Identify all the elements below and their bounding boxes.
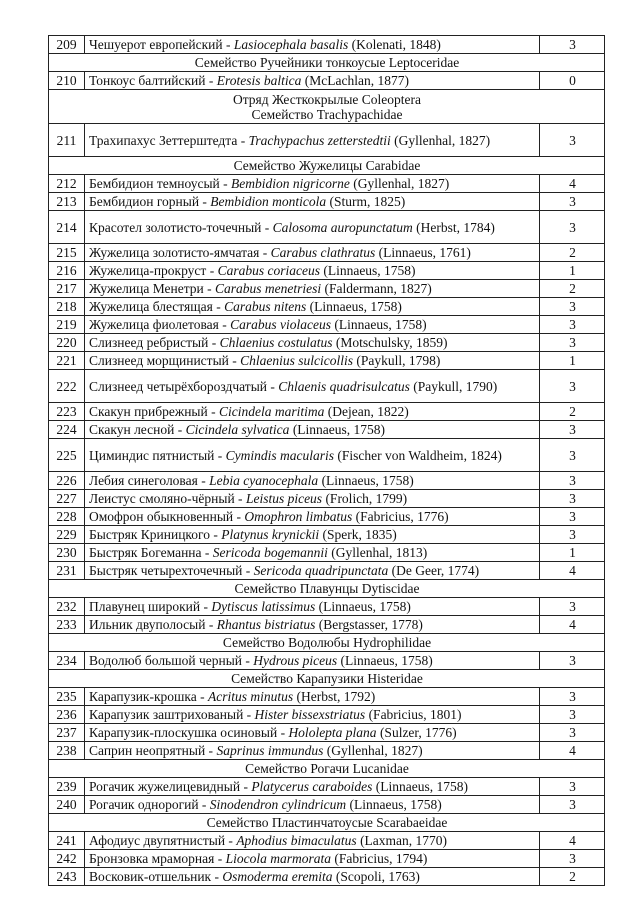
- russian-name: Бронзовка мраморная -: [89, 851, 226, 866]
- russian-name: Чешуерот европейский -: [89, 37, 234, 52]
- table-row: [49, 370, 605, 403]
- latin-name: Cicindela sylvatica: [185, 422, 290, 437]
- russian-name: Карапузик заштрихованый -: [89, 707, 255, 722]
- russian-name: Слизнеед морщинистый -: [89, 353, 241, 368]
- russian-name: Рогачик однорогий -: [89, 797, 210, 812]
- section-header-cell: [49, 814, 605, 832]
- russian-name: Скакун прибрежный -: [89, 404, 219, 419]
- author-year: (Linnaeus, 1761): [375, 245, 471, 260]
- latin-name: Cicindela maritima: [218, 404, 325, 419]
- author-year: (Linnaeus, 1758): [337, 653, 433, 668]
- russian-name: Саприн неопрятный -: [89, 743, 217, 758]
- rarity-category: 1: [540, 262, 605, 280]
- rarity-category: 3: [540, 706, 605, 724]
- russian-name: Плавунец широкий -: [89, 599, 212, 614]
- rarity-category: 4: [540, 742, 605, 760]
- species-number: 232: [49, 598, 85, 616]
- latin-name: Carabus clathratus: [270, 245, 376, 260]
- russian-name: Трахипахус Зеттерштедта -: [89, 132, 249, 148]
- section-header-text: Семейство Плавунцы Dytiscidae: [234, 581, 420, 596]
- species-name-cell: [85, 742, 540, 760]
- species-number: 226: [49, 472, 85, 490]
- author-year: (Linnaeus, 1758): [289, 422, 386, 437]
- species-name-cell: [85, 544, 540, 562]
- species-name-cell: [85, 850, 540, 868]
- species-name-cell: [85, 652, 540, 670]
- table-body: [49, 36, 605, 886]
- table-row: [49, 652, 605, 670]
- latin-name: Calosoma auropunctatum: [272, 219, 413, 235]
- table-row: [49, 850, 605, 868]
- russian-name: Афодиус двупятнистый -: [89, 833, 237, 848]
- section-header-cell: [49, 634, 605, 652]
- table-row: [49, 742, 605, 760]
- latin-name: Chlaenis quadrisulcatus: [278, 378, 410, 394]
- species-name-cell: [85, 280, 540, 298]
- author-year: (Linnaeus, 1758): [319, 263, 416, 278]
- latin-name: Bembidion monticola: [210, 194, 327, 209]
- species-number: 224: [49, 421, 85, 439]
- rarity-category: 0: [540, 72, 605, 90]
- species-name-cell: [85, 439, 540, 472]
- rarity-category: 3: [540, 124, 605, 157]
- russian-name: Ильник двуполосый -: [89, 617, 217, 632]
- rarity-category: 3: [540, 778, 605, 796]
- species-name-cell: [85, 370, 540, 403]
- table-row: [49, 439, 605, 472]
- author-year: (Gyllenhal, 1827): [349, 176, 450, 191]
- table-row: [49, 706, 605, 724]
- species-number: 241: [49, 832, 85, 850]
- russian-name: Водолюб большой черный -: [89, 653, 254, 668]
- species-name-cell: [85, 598, 540, 616]
- section-header-text: Семейство Рогачи Lucanidae: [245, 761, 409, 776]
- species-name-cell: [85, 298, 540, 316]
- rarity-category: 3: [540, 334, 605, 352]
- author-year: (Herbst, 1792): [293, 689, 376, 704]
- species-name-cell: [85, 508, 540, 526]
- section-header-cell: [49, 90, 605, 124]
- section-header-row: [49, 90, 605, 124]
- latin-name: Osmoderma eremita: [222, 869, 333, 884]
- table-row: [49, 508, 605, 526]
- latin-name: Hololepta plana: [288, 725, 377, 740]
- section-header-cell: [49, 760, 605, 778]
- author-year: (Dejean, 1822): [324, 404, 409, 419]
- species-number: 242: [49, 850, 85, 868]
- rarity-category: 3: [540, 36, 605, 54]
- latin-name: Rhantus bistriatus: [216, 617, 316, 632]
- species-number: 227: [49, 490, 85, 508]
- rarity-category: 3: [540, 211, 605, 244]
- species-number: 214: [49, 211, 85, 244]
- russian-name: Циминдис пятнистый -: [89, 447, 226, 463]
- section-header-cell: [49, 54, 605, 72]
- author-year: (Paykull, 1790): [409, 378, 498, 394]
- russian-name: Слизнеед четырёхбороздчатый -: [89, 378, 279, 394]
- table-row: [49, 868, 605, 886]
- table-row: [49, 298, 605, 316]
- latin-name: Omophron limbatus: [244, 509, 353, 524]
- russian-name: Рогачик жужелицевидный -: [89, 779, 252, 794]
- author-year: (Paykull, 1798): [353, 353, 441, 368]
- species-name-cell: [85, 421, 540, 439]
- table-row: [49, 244, 605, 262]
- rarity-category: 3: [540, 724, 605, 742]
- russian-name: Слизнеед ребристый -: [89, 335, 220, 350]
- latin-name: Trachypachus zetterstedtii: [248, 132, 391, 148]
- species-name-cell: [85, 832, 540, 850]
- author-year: (Linnaeus, 1758): [306, 299, 402, 314]
- author-year: (McLachlan, 1877): [301, 73, 409, 88]
- latin-name: Sericoda bogemannii: [212, 545, 328, 560]
- latin-name: Hister bissexstriatus: [254, 707, 366, 722]
- species-number: 216: [49, 262, 85, 280]
- author-year: (Motschulsky, 1859): [332, 335, 448, 350]
- section-header-row: [49, 670, 605, 688]
- russian-name: Быстряк четырехточечный -: [89, 563, 254, 578]
- table-row: [49, 280, 605, 298]
- species-name-cell: [85, 706, 540, 724]
- table-row: [49, 616, 605, 634]
- russian-name: Быстряк Богеманна -: [89, 545, 213, 560]
- rarity-category: 3: [540, 490, 605, 508]
- latin-name: Chlaenius sulcicollis: [240, 353, 353, 368]
- table-row: [49, 262, 605, 280]
- species-number: 236: [49, 706, 85, 724]
- table-row: [49, 36, 605, 54]
- latin-name: Saprinus immundus: [216, 743, 324, 758]
- latin-name: Liocola marmorata: [225, 851, 331, 866]
- latin-name: Platycerus caraboides: [251, 779, 373, 794]
- section-header-text: Семейство Водолюбы Hydrophilidae: [222, 635, 432, 650]
- latin-name: Chlaenius costulatus: [219, 335, 333, 350]
- author-year: (Kolenati, 1848): [348, 37, 441, 52]
- author-year: (Linnaeus, 1758): [372, 779, 469, 794]
- latin-name: Lasiocephala basalis: [233, 37, 349, 52]
- species-number: 219: [49, 316, 85, 334]
- species-name-cell: [85, 72, 540, 90]
- species-name-cell: [85, 616, 540, 634]
- latin-name: Aphodius bimaculatus: [236, 833, 357, 848]
- author-year: (Gyllenhal, 1827): [323, 743, 423, 758]
- latin-name: Carabus menetriesi: [215, 281, 322, 296]
- table-row: [49, 175, 605, 193]
- rarity-category: 3: [540, 796, 605, 814]
- latin-name: Sericoda quadripunctata: [253, 563, 389, 578]
- species-name-cell: [85, 868, 540, 886]
- section-header-text: Отряд Жесткокрылые Coleoptera: [232, 91, 422, 107]
- latin-name: Acritus minutus: [208, 689, 294, 704]
- table-row: [49, 403, 605, 421]
- rarity-category: 3: [540, 370, 605, 403]
- species-number: 238: [49, 742, 85, 760]
- species-name-cell: [85, 175, 540, 193]
- author-year: (Faldermann, 1827): [321, 281, 432, 296]
- section-header-text: Семейство Жужелицы Carabidae: [233, 158, 421, 173]
- rarity-category: 3: [540, 298, 605, 316]
- author-year: (De Geer, 1774): [388, 563, 480, 578]
- species-number: 225: [49, 439, 85, 472]
- table-row: [49, 472, 605, 490]
- species-number: 217: [49, 280, 85, 298]
- table-row: [49, 526, 605, 544]
- document-page: [48, 35, 604, 886]
- section-header-row: [49, 634, 605, 652]
- species-number: 213: [49, 193, 85, 211]
- species-number: 240: [49, 796, 85, 814]
- russian-name: Бембидион темноусый -: [89, 176, 232, 191]
- author-year: (Sturm, 1825): [326, 194, 406, 209]
- russian-name: Жужелица блестящая -: [89, 299, 225, 314]
- species-number: 209: [49, 36, 85, 54]
- species-number: 220: [49, 334, 85, 352]
- section-header-text: Семейство Ручейники тонкоусые Leptoceridae: [194, 55, 460, 70]
- author-year: (Bergstasser, 1778): [315, 617, 423, 632]
- table-row: [49, 352, 605, 370]
- table-row: [49, 124, 605, 157]
- species-name-cell: [85, 562, 540, 580]
- species-name-cell: [85, 262, 540, 280]
- species-name-cell: [85, 688, 540, 706]
- russian-name: Тонкоус балтийский -: [89, 73, 217, 88]
- rarity-category: 2: [540, 403, 605, 421]
- rarity-category: 2: [540, 280, 605, 298]
- species-number: 212: [49, 175, 85, 193]
- table-row: [49, 334, 605, 352]
- species-name-cell: [85, 472, 540, 490]
- species-number: 228: [49, 508, 85, 526]
- russian-name: Жужелица золотисто-ямчатая -: [89, 245, 271, 260]
- species-name-cell: [85, 334, 540, 352]
- table-row: [49, 490, 605, 508]
- table-row: [49, 598, 605, 616]
- russian-name: Жужелица Менетри -: [89, 281, 216, 296]
- species-name-cell: [85, 352, 540, 370]
- section-header-cell: [49, 157, 605, 175]
- table-row: [49, 193, 605, 211]
- table-row: [49, 316, 605, 334]
- russian-name: Бембидион горный -: [89, 194, 211, 209]
- rarity-category: 2: [540, 868, 605, 886]
- author-year: (Fabricius, 1776): [352, 509, 449, 524]
- russian-name: Леистус смоляно-чёрный -: [89, 491, 246, 506]
- author-year: (Linnaeus, 1758): [315, 599, 411, 614]
- table-row: [49, 544, 605, 562]
- rarity-category: 3: [540, 316, 605, 334]
- rarity-category: 3: [540, 193, 605, 211]
- rarity-category: 2: [540, 244, 605, 262]
- section-header-text: Семейство Пластинчатоусые Scarabaeidae: [206, 815, 448, 830]
- section-header-text: Семейство Trachypachidae: [251, 106, 403, 122]
- table-row: [49, 72, 605, 90]
- species-number: 239: [49, 778, 85, 796]
- latin-name: Leistus piceus: [245, 491, 323, 506]
- author-year: (Linnaeus, 1758): [318, 473, 414, 488]
- red-book-species-table: [48, 35, 605, 886]
- table-row: [49, 796, 605, 814]
- russian-name: Карапузик-крошка -: [89, 689, 209, 704]
- species-name-cell: [85, 211, 540, 244]
- species-number: 233: [49, 616, 85, 634]
- author-year: (Linnaeus, 1758): [330, 317, 427, 332]
- russian-name: Скакун лесной -: [89, 422, 186, 437]
- species-name-cell: [85, 244, 540, 262]
- section-header-cell: [49, 670, 605, 688]
- table-row: [49, 211, 605, 244]
- species-number: 235: [49, 688, 85, 706]
- latin-name: Carabus nitens: [224, 299, 307, 314]
- latin-name: Lebia cyanocephala: [209, 473, 319, 488]
- author-year: (Fabricius, 1801): [365, 707, 462, 722]
- russian-name: Омофрон обыкновенный -: [89, 509, 245, 524]
- section-header-row: [49, 157, 605, 175]
- species-number: 221: [49, 352, 85, 370]
- rarity-category: 3: [540, 688, 605, 706]
- rarity-category: 3: [540, 526, 605, 544]
- rarity-category: 4: [540, 832, 605, 850]
- rarity-category: 3: [540, 598, 605, 616]
- species-number: 210: [49, 72, 85, 90]
- rarity-category: 1: [540, 352, 605, 370]
- species-name-cell: [85, 36, 540, 54]
- section-header-row: [49, 760, 605, 778]
- section-header-cell: [49, 580, 605, 598]
- latin-name: Platynus krynickii: [221, 527, 320, 542]
- table-row: [49, 778, 605, 796]
- section-header-row: [49, 580, 605, 598]
- table-row: [49, 724, 605, 742]
- rarity-category: 3: [540, 421, 605, 439]
- species-name-cell: [85, 526, 540, 544]
- table-row: [49, 562, 605, 580]
- species-name-cell: [85, 193, 540, 211]
- author-year: (Gyllenhal, 1813): [327, 545, 428, 560]
- author-year: (Fischer von Waldheim, 1824): [334, 447, 502, 463]
- species-name-cell: [85, 778, 540, 796]
- author-year: (Linnaeus, 1758): [346, 797, 442, 812]
- latin-name: Bembidion nigricorne: [231, 176, 350, 191]
- species-name-cell: [85, 124, 540, 157]
- author-year: (Fabricius, 1794): [330, 851, 428, 866]
- rarity-category: 3: [540, 850, 605, 868]
- russian-name: Восковик-отшельник -: [89, 869, 223, 884]
- author-year: (Herbst, 1784): [412, 219, 495, 235]
- latin-name: Carabus violaceus: [230, 317, 331, 332]
- rarity-category: 3: [540, 439, 605, 472]
- author-year: (Laxman, 1770): [356, 833, 448, 848]
- species-number: 237: [49, 724, 85, 742]
- russian-name: Быстряк Криницкого -: [89, 527, 222, 542]
- latin-name: Hydrous piceus: [253, 653, 338, 668]
- author-year: (Gyllenhal, 1827): [390, 132, 491, 148]
- species-name-cell: [85, 490, 540, 508]
- section-header-text: Семейство Карапузики Histeridae: [231, 671, 423, 686]
- russian-name: Жужелица-прокруст -: [89, 263, 218, 278]
- latin-name: Carabus coriaceus: [217, 263, 320, 278]
- rarity-category: 4: [540, 175, 605, 193]
- author-year: (Sperk, 1835): [319, 527, 397, 542]
- table-row: [49, 832, 605, 850]
- rarity-category: 3: [540, 508, 605, 526]
- species-number: 211: [49, 124, 85, 157]
- species-name-cell: [85, 724, 540, 742]
- author-year: (Scopoli, 1763): [332, 869, 420, 884]
- latin-name: Erotesis baltica: [216, 73, 302, 88]
- russian-name: Красотел золотисто-точечный -: [89, 219, 273, 235]
- species-number: 215: [49, 244, 85, 262]
- species-number: 230: [49, 544, 85, 562]
- russian-name: Лебия синеголовая -: [89, 473, 210, 488]
- author-year: (Frolich, 1799): [322, 491, 408, 506]
- author-year: (Sulzer, 1776): [376, 725, 457, 740]
- rarity-category: 4: [540, 616, 605, 634]
- species-number: 243: [49, 868, 85, 886]
- latin-name: Dytiscus latissimus: [211, 599, 316, 614]
- species-number: 218: [49, 298, 85, 316]
- section-header-row: [49, 814, 605, 832]
- russian-name: Карапузик-плоскушка осиновый -: [89, 725, 289, 740]
- rarity-category: 1: [540, 544, 605, 562]
- species-name-cell: [85, 316, 540, 334]
- species-number: 229: [49, 526, 85, 544]
- species-name-cell: [85, 403, 540, 421]
- russian-name: Жужелица фиолетовая -: [89, 317, 231, 332]
- latin-name: Cymindis macularis: [225, 447, 335, 463]
- latin-name: Sinodendron cylindricum: [209, 797, 347, 812]
- section-header-row: [49, 54, 605, 72]
- table-row: [49, 421, 605, 439]
- species-number: 223: [49, 403, 85, 421]
- species-number: 234: [49, 652, 85, 670]
- species-number: 231: [49, 562, 85, 580]
- rarity-category: 4: [540, 562, 605, 580]
- table-row: [49, 688, 605, 706]
- rarity-category: 3: [540, 472, 605, 490]
- species-name-cell: [85, 796, 540, 814]
- rarity-category: 3: [540, 652, 605, 670]
- species-number: 222: [49, 370, 85, 403]
